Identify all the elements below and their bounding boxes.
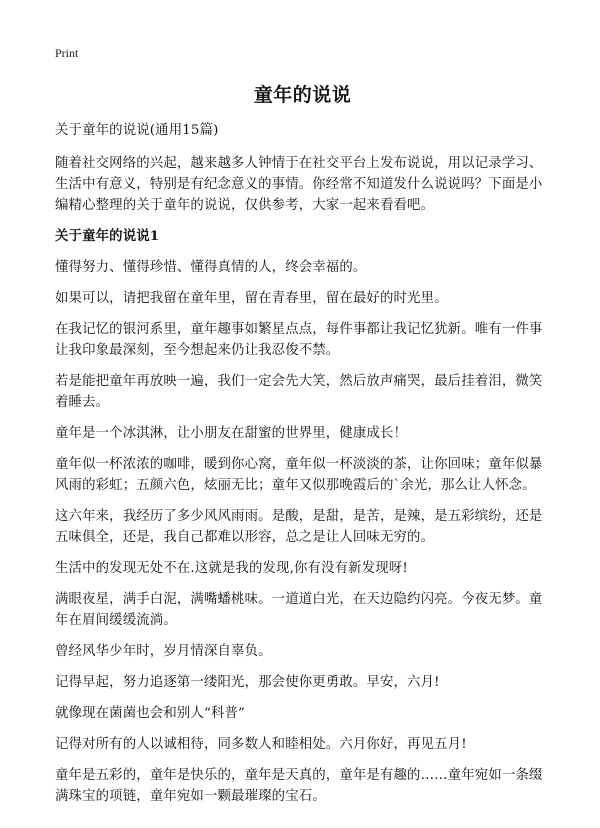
paragraph: 如果可以，请把我留在童年里，留在青春里，留在最好的时光里。: [55, 291, 448, 306]
paragraph: 生活中的发现无处不在.这就是我的发现,你有没有新发现呀!: [55, 561, 408, 576]
paragraph: 就像现在菌菌也会和别人“科普”: [55, 706, 246, 721]
page-title: 童年的说说: [253, 84, 352, 106]
paragraph: 童年是五彩的，童年是快乐的，童年是天真的，童年是有趣的……童年宛如一条缀满珠宝的项链，童年宛如一颗最璀璨的宝石。: [55, 768, 543, 804]
intro-paragraph: 随着社交网络的兴起，越来越多人钟情于在社交平台上发布说说，用以记录学习、生活中有意义，特别是有纪念意义的事情。你经常不知道发什么说说吗？下面是小编精心整理的关于童年的说说，仅供参考，大家一起来看看吧。: [55, 156, 543, 213]
paragraph: 记得早起，努力追逐第一缕阳光，那会使你更勇敢。早安，六月!: [55, 675, 440, 690]
article-subtitle: 关于童年的说说(通用15篇): [55, 123, 219, 138]
paragraph: 这六年来，我经历了多少风风雨雨。是酸，是甜，是苦，是辣，是五彩缤纷，还是五味俱全，还是，我自己都难以形容，总之是让人回味无穷的。: [55, 509, 543, 545]
print-link[interactable]: Print: [55, 46, 79, 60]
article-body: [55, 120, 550, 817]
paragraph: 满眼夜星，满手白泥，满嘴蟠桃味。一道道白光，在天边隐约闪亮。今夜无梦。童年在眉间缓缓流淌。: [55, 592, 543, 628]
paragraph: 曾经风华少年时，岁月情深自辜负。: [55, 644, 272, 659]
paragraph: 懂得努力、懂得珍惜、懂得真情的人，终会幸福的。: [55, 260, 367, 275]
paragraph: 记得对所有的人以诚相待，同多数人和睦相处。六月你好，再见五月!: [55, 737, 467, 752]
paragraph: 在我记忆的银河系里，童年趣事如繁星点点，每件事都让我记忆犹新。唯有一件事让我印象最深刻，至今想起来仍让我忍俊不禁。: [55, 322, 543, 358]
paragraph: 若是能把童年再放映一遍，我们一定会先大笑，然后放声痛哭，最后挂着泪，微笑着睡去。: [55, 374, 543, 410]
paragraph: 童年似一杯浓浓的咖啡，暖到你心窝，童年似一杯淡淡的茶，让你回味；童年似暴风雨的彩虹；五颜六色，炫丽无比；童年又似那晚霞后的`余光，那么让人怀念。: [55, 457, 543, 493]
paragraph: 童年是一个冰淇淋，让小朋友在甜蜜的世界里，健康成长！: [55, 426, 408, 441]
section-heading: 关于童年的说说1: [55, 228, 160, 244]
